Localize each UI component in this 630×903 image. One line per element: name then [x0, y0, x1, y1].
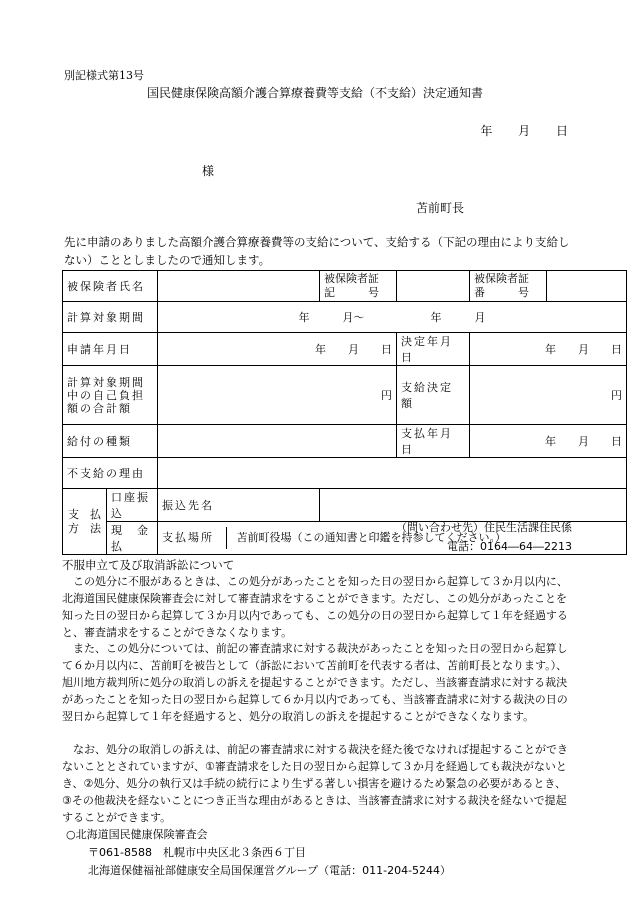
pay-place-value: 苫前町役場（この通知書と印鑑を持参してください。）: [236, 531, 506, 544]
payment-date-label: 支払年月日: [397, 425, 470, 458]
table-row: [63, 271, 627, 302]
appeal-heading: 不服申立て及び取消訴訟について: [62, 558, 235, 572]
application-date-field[interactable]: 年 月 日: [158, 333, 397, 366]
appeal-paragraph-3: なお、処分の取消しの訴えは、前記の審査請求に対する裁決を経た後でなければ提起することができないこととされていますが、①審査請求をした日の翌日から起算して３か月を経過しても裁決がないとき、②処分、処分の執行又は手続の続行により生ずる著しい損害を避けるため緊急の必要があるとき、③その他裁決を経ないことにつき正当な理由があるときは、当該審査請求に対する裁決を経ないで提起することができます。: [62, 743, 568, 824]
self-burden-total-label: 計算対象期間中の自己負担額の合計額: [63, 366, 158, 425]
table-row: [63, 489, 627, 522]
issuer: 苫前町長: [416, 201, 465, 215]
cert-symbol-label-line2: 記 号: [324, 286, 379, 299]
transfer-to-field[interactable]: [320, 489, 627, 522]
self-burden-total-field[interactable]: 円: [158, 366, 397, 425]
payment-amount-field[interactable]: 円: [470, 366, 627, 425]
non-payment-reason-label: 不支給の理由: [63, 458, 158, 489]
inquiry-contact: （問い合わせ先）住民生活課住民係: [396, 521, 572, 534]
insured-cert-number-field[interactable]: [547, 271, 627, 302]
decision-date-field[interactable]: 年 月 日: [470, 333, 627, 366]
page-title: 国民健康保険高額介護合算療養費等支給（不支給）決定通知書: [146, 86, 483, 100]
pay-place-label: 支払場所: [158, 527, 227, 549]
benefit-type-field[interactable]: [158, 425, 397, 458]
table-row: [63, 333, 627, 366]
insured-cert-number-label: [470, 271, 547, 302]
cert-number-label-line2: 番 号: [474, 286, 529, 299]
cash-payment-label: 現 金 払: [107, 522, 158, 555]
intro-text: 先に申請のありました高額介護合算療養費等の支給について、支給する（下記の理由により支給しない）こととしましたので通知します。: [64, 235, 570, 267]
decision-date-label: 決定年月日: [397, 333, 470, 366]
appeal-paragraph-2: また、この処分については、前記の審査請求に対する裁決があったことを知った日の翌日から起算して６か月以内に、苫前町を被告として（訴訟において苫前町を代表する者は、苫前町長となります。）、旭川地方裁判所に処分の取消しの訴えを提起することができます。ただし、当該審査請求に対する裁決があったことを知った日の翌日から起算して６か月以内であっても、当該審査請求に対する裁決の日の翌日から起算して１年を経過すると、処分の取消しの訴えを提起することができなくなります。: [62, 642, 568, 723]
appeal-paragraph-1: この処分に不服があるときは、この処分があったことを知った日の翌日から起算して３か月以内に、北海道国民健康保険審査会に対して審査請求をすることができます。ただし、この処分があったことを知った日の翌日から起算して３か月以内であっても、この処分の日の翌日から起算して１年を経過すると、審査請求をすることができなくなります。: [62, 575, 568, 639]
cert-number-label-line1: 被保険者証: [474, 272, 529, 285]
payment-method-label-line1: 支 払: [68, 507, 101, 521]
cert-symbol-label-line1: 被保険者証: [324, 272, 379, 285]
payment-date-field[interactable]: 年 月 日: [470, 425, 627, 458]
issue-date: 年 月 日: [480, 124, 568, 138]
payment-method-label: [63, 489, 107, 555]
insured-cert-symbol-label: [320, 271, 397, 302]
transfer-to-label-text: 振込先名: [162, 499, 214, 512]
insured-name-field[interactable]: [158, 271, 320, 302]
calc-period-label: 計算対象期間: [63, 302, 158, 333]
table-row: [63, 425, 627, 458]
council-address: 〒061-8588 札幌市中央区北３条西６丁目: [88, 846, 306, 859]
table-row: [63, 458, 627, 489]
insured-cert-symbol-field[interactable]: [397, 271, 470, 302]
notice-form-table: [62, 270, 627, 555]
addressee-suffix: 様: [202, 164, 215, 178]
table-row: [63, 366, 627, 425]
benefit-type-label: 給付の種類: [63, 425, 158, 458]
payment-method-label-line2: 方 法: [68, 521, 101, 535]
transfer-to-label: [158, 489, 320, 522]
insured-name-label: 被保険者氏名: [63, 271, 158, 302]
review-council: ○北海道国民健康保険審査会: [66, 828, 208, 841]
council-office: 北海道保健福祉部健康安全局国保運営グループ（電話：011-204-5244）: [88, 864, 452, 877]
non-payment-reason-field[interactable]: [158, 458, 627, 489]
bank-transfer-label: 口座振込: [107, 489, 158, 522]
form-number: 別記様式第13号: [64, 69, 144, 82]
table-row: [63, 302, 627, 333]
calc-period-field[interactable]: 年 月〜 年 月: [158, 302, 627, 333]
application-date-label: 申請年月日: [63, 333, 158, 366]
payment-amount-label: 支給決定額: [397, 366, 470, 425]
inquiry-phone: 電話：0164―64―2213: [447, 540, 572, 553]
